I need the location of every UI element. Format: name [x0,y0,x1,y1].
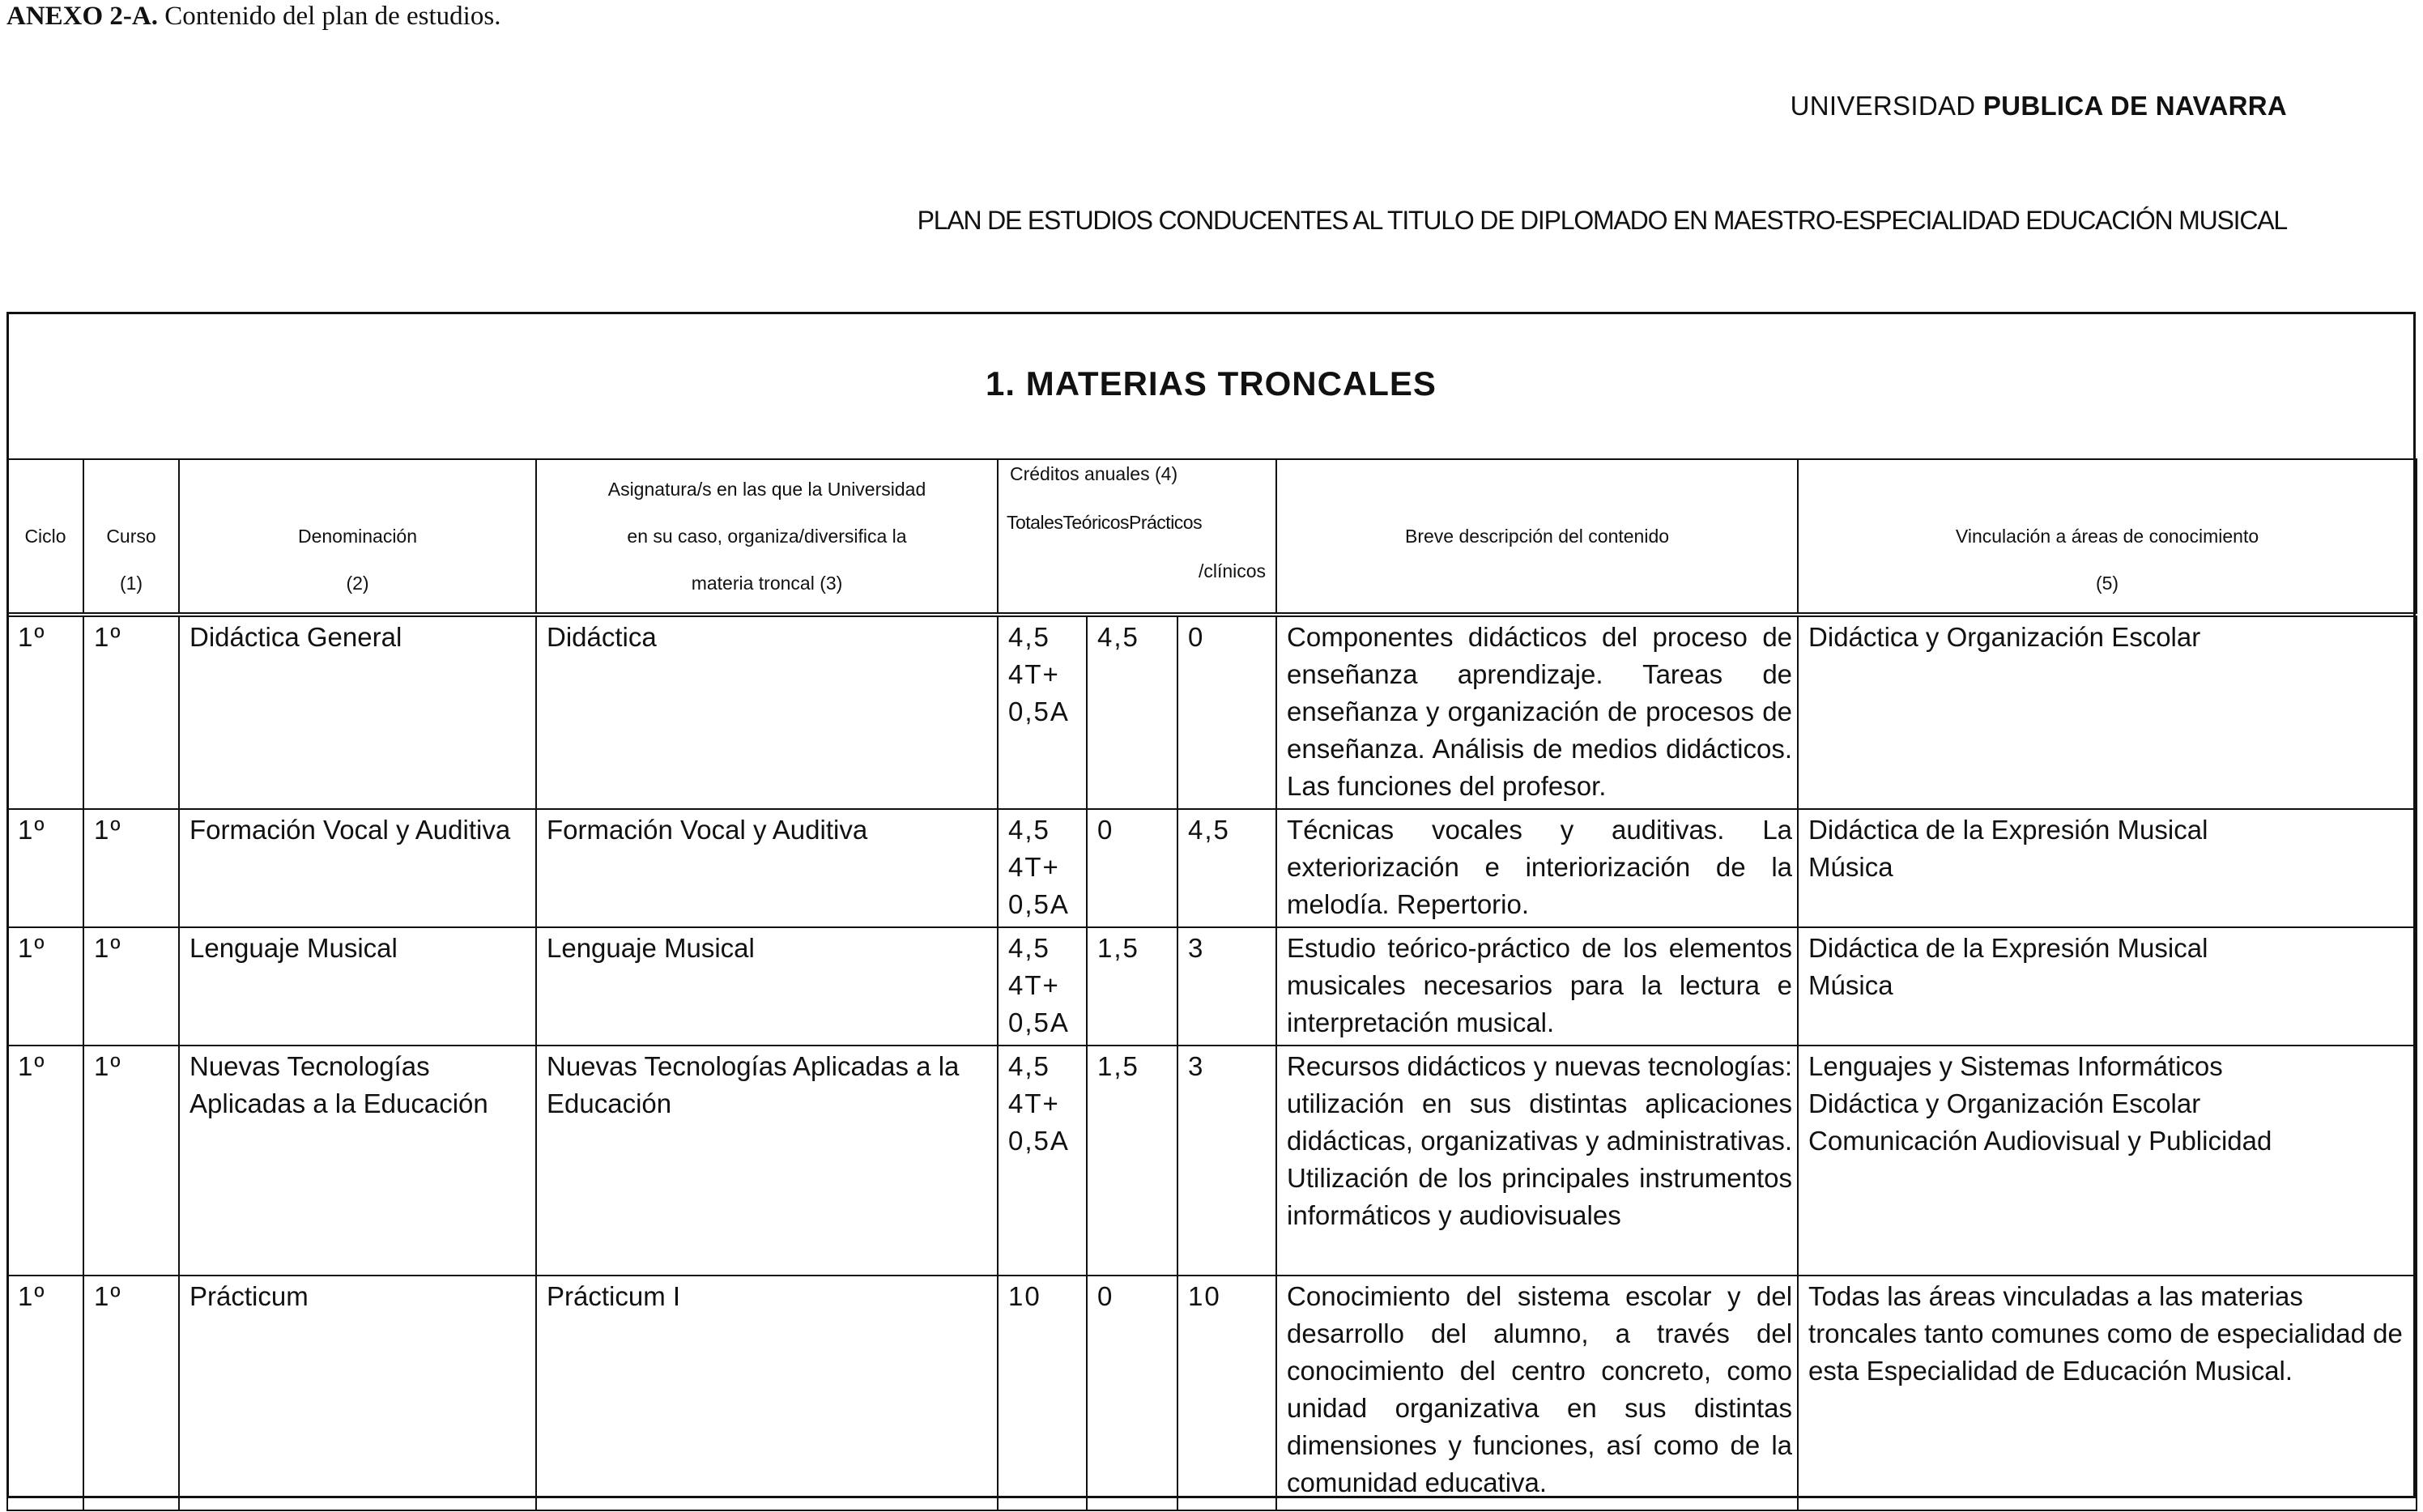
credit-total-line: 4T+ [1008,970,1060,1000]
col-denominacion [179,459,536,615]
annex-label: ANEXO 2-A. [6,2,158,31]
cell-creditos-totales [998,615,1087,809]
cell-ciclo: 1º [7,1276,83,1510]
knowledge-area: Lenguajes y Sistemas Informáticos [1808,1051,2223,1081]
university-name-bold: PUBLICA DE NAVARRA [1982,91,2287,121]
credit-total-line: 0,5A [1008,889,1070,919]
col-vinculacion [1798,459,2417,615]
credit-total-line: 4T+ [1008,659,1060,689]
cell-creditos-practicos: 10 [1177,1276,1276,1510]
col-vinculacion-label: Vinculación a áreas de conocimiento [1955,526,2259,547]
cell-asignatura: Lenguaje Musical [536,927,998,1046]
cell-creditos-teoricos: 0 [1087,1276,1177,1510]
cell-denominacion: Lenguaje Musical [179,927,536,1046]
cell-denominacion: Nuevas Tecnologías Aplicadas a la Educación [179,1046,536,1276]
cell-curso: 1º [83,927,179,1046]
credit-total-line: 4,5 [1008,622,1050,652]
cell-creditos-practicos: 4,5 [1177,809,1276,927]
cell-denominacion: Didáctica General [179,615,536,809]
cell-ciclo: 1º [7,809,83,927]
col-asignatura-line2: en su caso, organiza/diversifica la [627,526,907,547]
table-frame [6,312,2416,1498]
table-row [7,1276,2417,1510]
cell-curso: 1º [83,1276,179,1510]
materias-table [6,458,2417,1511]
cell-descripcion: Conocimiento del sistema escolar y del desarrollo del alumno, a través del conocimiento del centro concreto, como unidad organizativa en sus distintas dimensiones y funciones, así como de la comunidad educativa. [1276,1276,1798,1510]
knowledge-area: Didáctica y Organización Escolar [1808,1088,2201,1118]
cell-ciclo: 1º [7,615,83,809]
table-row [7,927,2417,1046]
col-denominacion-note: (2) [346,573,369,594]
col-ciclo [7,459,83,615]
cell-vinculacion [1798,1046,2417,1276]
plan-title: PLAN DE ESTUDIOS CONDUCENTES AL TITULO DE DIPLOMADO EN MAESTRO-ESPECIALIDAD EDUCACIÓN MUSICAL [917,206,2287,235]
col-descripcion-label: Breve descripción del contenido [1405,525,1670,547]
col-asignatura-line1: Asignatura/s en las que la Universidad [607,479,926,500]
cell-denominacion: Prácticum [179,1276,536,1510]
cell-creditos-practicos: 3 [1177,927,1276,1046]
table-body [7,615,2417,1510]
cell-asignatura: Prácticum I [536,1276,998,1510]
cell-creditos-practicos: 3 [1177,1046,1276,1276]
knowledge-area: Música [1808,852,1893,882]
col-ciclo-label: Ciclo [24,525,66,547]
cell-curso: 1º [83,1046,179,1276]
cell-descripcion: Estudio teórico-práctico de los elementos musicales necesarios para la lectura e interpretación musical. [1276,927,1798,1046]
credit-total-line: 4,5 [1008,1051,1050,1081]
table-row [7,809,2417,927]
annex-description: Contenido del plan de estudios. [158,2,501,31]
knowledge-area: Didáctica y Organización Escolar [1808,622,2201,652]
cell-vinculacion [1798,1276,2417,1510]
col-curso [83,459,179,615]
cell-vinculacion [1798,809,2417,927]
table-row [7,615,2417,809]
cell-vinculacion [1798,615,2417,809]
col-denominacion-label: Denominación [297,526,418,547]
annex-heading [6,2,500,32]
section-title: 1. MATERIAS TRONCALES [986,364,1437,402]
col-creditos-label: Créditos anuales (4) [1010,463,1178,484]
credit-total-line: 4T+ [1008,1088,1060,1118]
col-creditos-sub: TotalesTeóricosPrácticos [1007,512,1203,533]
credit-total-line: 4,5 [1008,815,1050,845]
credit-total-line: 10 [1008,1281,1041,1311]
col-asignatura [536,459,998,615]
cell-descripcion: Técnicas vocales y auditivas. La exteriorización e interiorización de la melodía. Repertorio. [1276,809,1798,927]
cell-creditos-totales [998,809,1087,927]
cell-vinculacion [1798,927,2417,1046]
cell-asignatura: Formación Vocal y Auditiva [536,809,998,927]
knowledge-area: Música [1808,970,1893,1000]
credit-total-line: 4T+ [1008,852,1060,882]
cell-curso: 1º [83,615,179,809]
knowledge-area: Didáctica de la Expresión Musical [1808,933,2208,963]
col-descripcion [1276,459,1798,615]
cell-creditos-teoricos: 0 [1087,809,1177,927]
table-header [7,459,2417,615]
col-curso-note: (1) [119,573,143,594]
cell-creditos-teoricos: 1,5 [1087,1046,1177,1276]
cell-creditos-totales [998,1046,1087,1276]
cell-asignatura: Didáctica [536,615,998,809]
table-row [7,1046,2417,1276]
cell-creditos-practicos: 0 [1177,615,1276,809]
cell-ciclo: 1º [7,927,83,1046]
credit-total-line: 0,5A [1008,1126,1070,1156]
col-asignatura-line3: materia troncal (3) [691,573,843,594]
university-name [1791,91,2287,121]
col-creditos [998,459,1276,615]
cell-asignatura: Nuevas Tecnologías Aplicadas a la Educación [536,1046,998,1276]
credit-total-line: 0,5A [1008,1007,1070,1037]
col-vinculacion-note: (5) [2095,573,2119,594]
knowledge-area: Todas las áreas vinculadas a las materias troncales tanto comunes como de especialidad de esta Especialidad de Educación Musical. [1808,1281,2403,1386]
cell-ciclo: 1º [7,1046,83,1276]
cell-creditos-totales [998,1276,1087,1510]
cell-descripcion: Componentes didácticos del proceso de enseñanza aprendizaje. Tareas de enseñanza y organización de procesos de enseñanza. Análisis de medios didácticos. Las funciones del profesor. [1276,615,1798,809]
knowledge-area: Comunicación Audiovisual y Publicidad [1808,1126,2272,1156]
cell-creditos-teoricos: 1,5 [1087,927,1177,1046]
cell-creditos-teoricos: 4,5 [1087,615,1177,809]
university-prefix: UNIVERSIDAD [1790,91,1983,121]
cell-curso: 1º [83,809,179,927]
cell-denominacion: Formación Vocal y Auditiva [179,809,536,927]
col-creditos-sub2: /clínicos [1198,560,1267,581]
knowledge-area: Didáctica de la Expresión Musical [1808,815,2208,845]
credit-total-line: 0,5A [1008,696,1070,726]
col-curso-label: Curso [106,526,156,547]
credit-total-line: 4,5 [1008,933,1050,963]
cell-descripcion: Recursos didácticos y nuevas tecnologías: utilización en sus distintas aplicaciones didácticas, organizativas y administrativas. Utilización de los principales instrumentos informáticos y audiovisuales [1276,1046,1798,1276]
cell-creditos-totales [998,927,1087,1046]
